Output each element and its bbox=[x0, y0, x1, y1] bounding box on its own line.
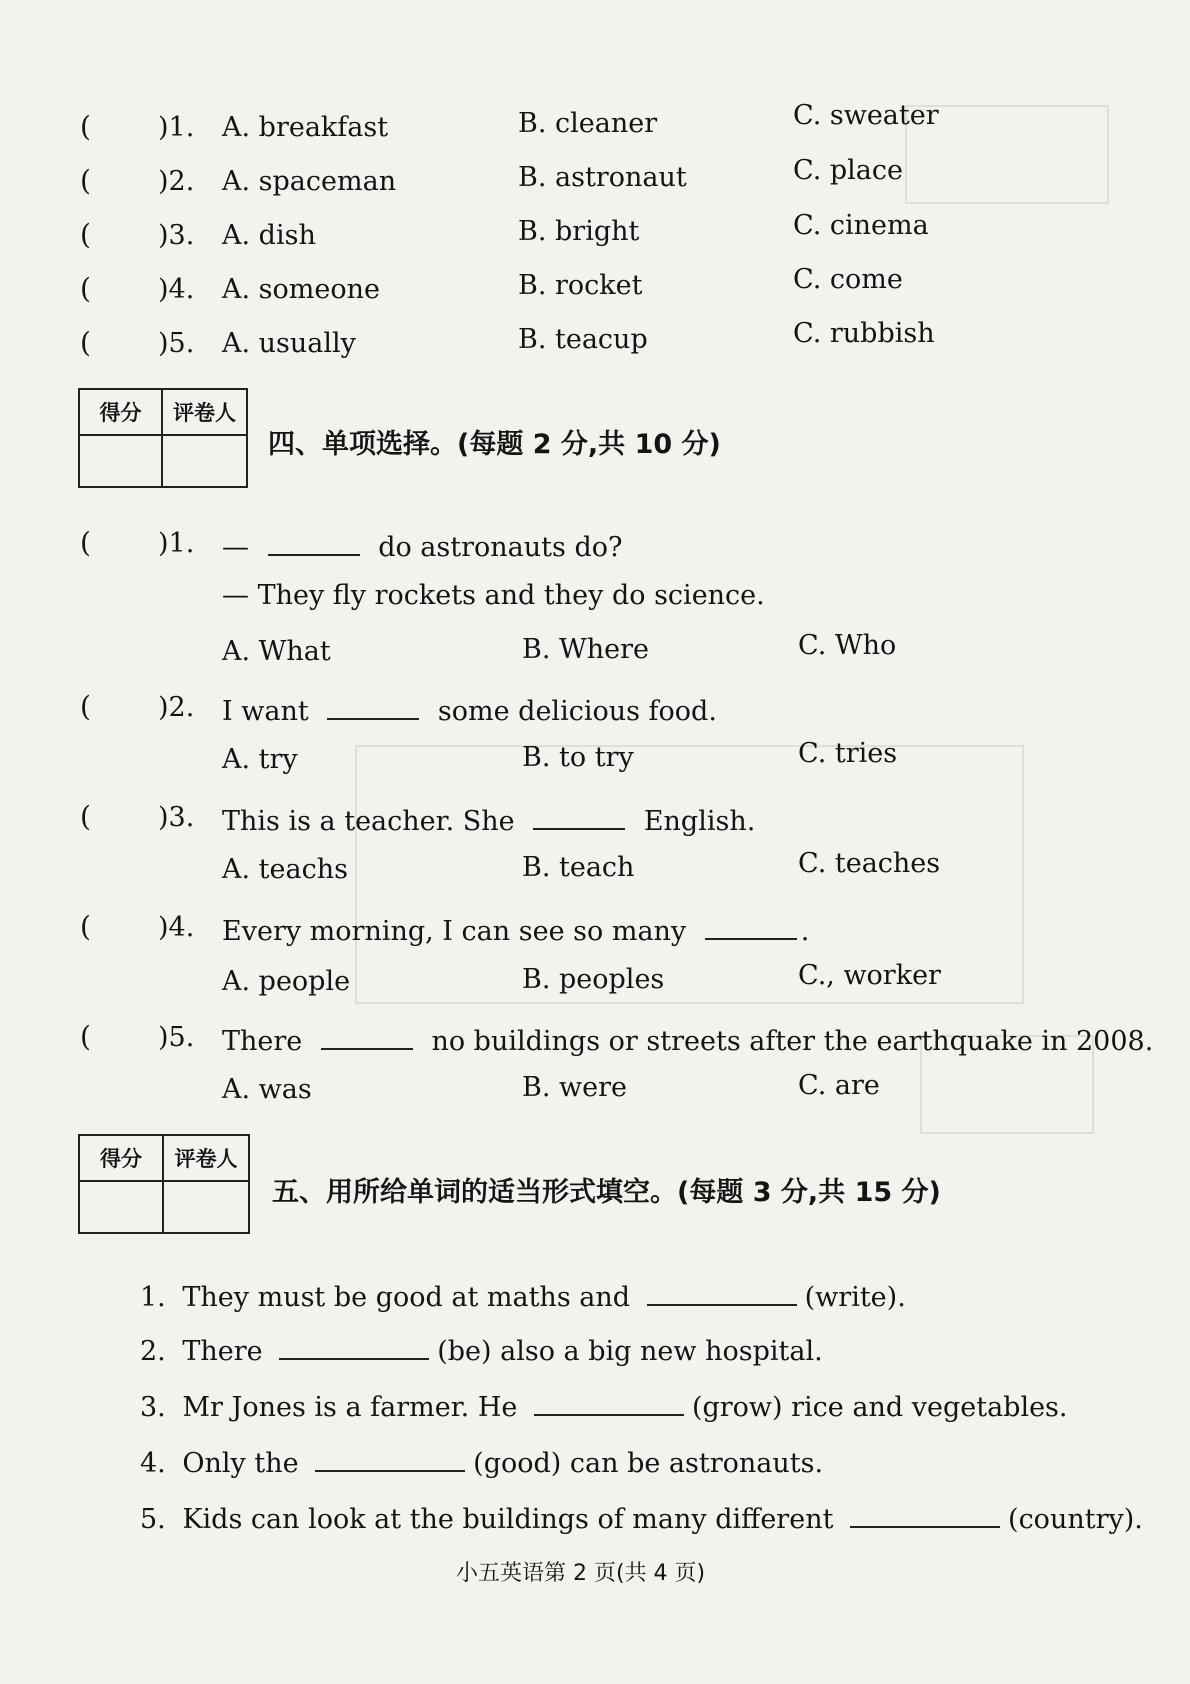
answer-paren-open: ( bbox=[80, 110, 91, 143]
option-b: B. teach bbox=[522, 852, 635, 883]
option-b: B. astronaut bbox=[518, 162, 687, 193]
grader-cell[interactable] bbox=[163, 436, 246, 486]
option-a: A. was bbox=[222, 1074, 312, 1105]
blank[interactable] bbox=[315, 1444, 465, 1472]
page-footer: 小五英语第 2 页(共 4 页) bbox=[456, 1561, 706, 1586]
question-number: )2. bbox=[158, 166, 195, 197]
option-a: A. teachs bbox=[222, 854, 348, 885]
answer-paren-open: ( bbox=[80, 1020, 91, 1053]
question-stem: This is a teacher. She English. bbox=[222, 802, 755, 837]
score-cell[interactable] bbox=[80, 1182, 164, 1232]
option-c: C. cinema bbox=[793, 210, 929, 241]
score-cell[interactable] bbox=[80, 436, 163, 486]
blank[interactable] bbox=[534, 1388, 684, 1416]
option-a: A. people bbox=[222, 966, 351, 997]
fill-item: 1. They must be good at maths and (write). bbox=[140, 1278, 906, 1313]
question-stem: There no buildings or streets after the earthquake in 2008. bbox=[222, 1022, 1153, 1057]
question-stem: I want some delicious food. bbox=[222, 692, 717, 727]
option-c: C. place bbox=[793, 155, 903, 186]
answer-line: — They fly rockets and they do science. bbox=[222, 580, 765, 611]
answer-paren-open: ( bbox=[80, 164, 91, 197]
option-b: B. rocket bbox=[518, 270, 643, 301]
option-c: C. sweater bbox=[793, 100, 939, 131]
blank[interactable] bbox=[327, 692, 419, 720]
answer-paren-open: ( bbox=[80, 690, 91, 723]
option-c: C. tries bbox=[798, 738, 898, 769]
answer-paren-open: ( bbox=[80, 910, 91, 943]
score-label: 得分 bbox=[80, 1136, 164, 1182]
answer-paren-open: ( bbox=[80, 272, 91, 305]
blank[interactable] bbox=[279, 1332, 429, 1360]
option-a: A. What bbox=[222, 636, 331, 667]
blank[interactable] bbox=[533, 802, 625, 830]
score-box bbox=[78, 388, 248, 488]
question-stem: — do astronauts do? bbox=[222, 528, 622, 563]
question-number: )5. bbox=[158, 328, 195, 359]
score-box bbox=[78, 1134, 250, 1234]
section4-heading: 四、单项选择。(每题 2 分,共 10 分) bbox=[268, 429, 721, 460]
fill-item: 5. Kids can look at the buildings of many different (country). bbox=[140, 1500, 1143, 1535]
question-number: )2. bbox=[158, 692, 195, 723]
score-label: 得分 bbox=[80, 390, 163, 436]
option-a: A. dish bbox=[222, 220, 316, 251]
option-a: A. usually bbox=[222, 328, 356, 359]
answer-paren-open: ( bbox=[80, 526, 91, 559]
blank[interactable] bbox=[321, 1022, 413, 1050]
option-c: C. come bbox=[793, 264, 903, 295]
blank[interactable] bbox=[647, 1278, 797, 1306]
grader-cell[interactable] bbox=[164, 1182, 248, 1232]
option-c: C. rubbish bbox=[793, 318, 935, 349]
option-b: B. to try bbox=[522, 742, 634, 773]
answer-paren-open: ( bbox=[80, 326, 91, 359]
option-b: B. cleaner bbox=[518, 108, 658, 139]
question-number: )3. bbox=[158, 802, 195, 833]
answer-paren-open: ( bbox=[80, 800, 91, 833]
option-c: C. Who bbox=[798, 630, 897, 661]
blank[interactable] bbox=[705, 912, 797, 940]
option-c: C. are bbox=[798, 1070, 880, 1101]
fill-item: 2. There (be) also a big new hospital. bbox=[140, 1332, 823, 1367]
fill-item: 3. Mr Jones is a farmer. He (grow) rice and vegetables. bbox=[140, 1388, 1068, 1423]
option-b: B. Where bbox=[522, 634, 650, 665]
option-b: B. were bbox=[522, 1072, 627, 1103]
option-a: A. someone bbox=[222, 274, 380, 305]
grader-label: 评卷人 bbox=[163, 390, 246, 436]
question-number: )4. bbox=[158, 912, 195, 943]
option-a: A. breakfast bbox=[222, 112, 389, 143]
option-a: A. try bbox=[222, 744, 298, 775]
blank[interactable] bbox=[268, 528, 360, 556]
option-b: B. teacup bbox=[518, 324, 648, 355]
option-a: A. spaceman bbox=[222, 166, 397, 197]
question-number: )1. bbox=[158, 112, 195, 143]
question-number: )1. bbox=[158, 528, 195, 559]
question-number: )4. bbox=[158, 274, 195, 305]
fill-item: 4. Only the (good) can be astronauts. bbox=[140, 1444, 823, 1479]
option-c: C., worker bbox=[798, 960, 941, 991]
question-stem: Every morning, I can see so many . bbox=[222, 912, 809, 947]
question-number: )3. bbox=[158, 220, 195, 251]
answer-paren-open: ( bbox=[80, 218, 91, 251]
section5-heading: 五、用所给单词的适当形式填空。(每题 3 分,共 15 分) bbox=[272, 1177, 941, 1208]
option-b: B. bright bbox=[518, 216, 640, 247]
grader-label: 评卷人 bbox=[164, 1136, 248, 1182]
option-c: C. teaches bbox=[798, 848, 941, 879]
blank[interactable] bbox=[850, 1500, 1000, 1528]
option-b: B. peoples bbox=[522, 964, 665, 995]
question-number: )5. bbox=[158, 1022, 195, 1053]
